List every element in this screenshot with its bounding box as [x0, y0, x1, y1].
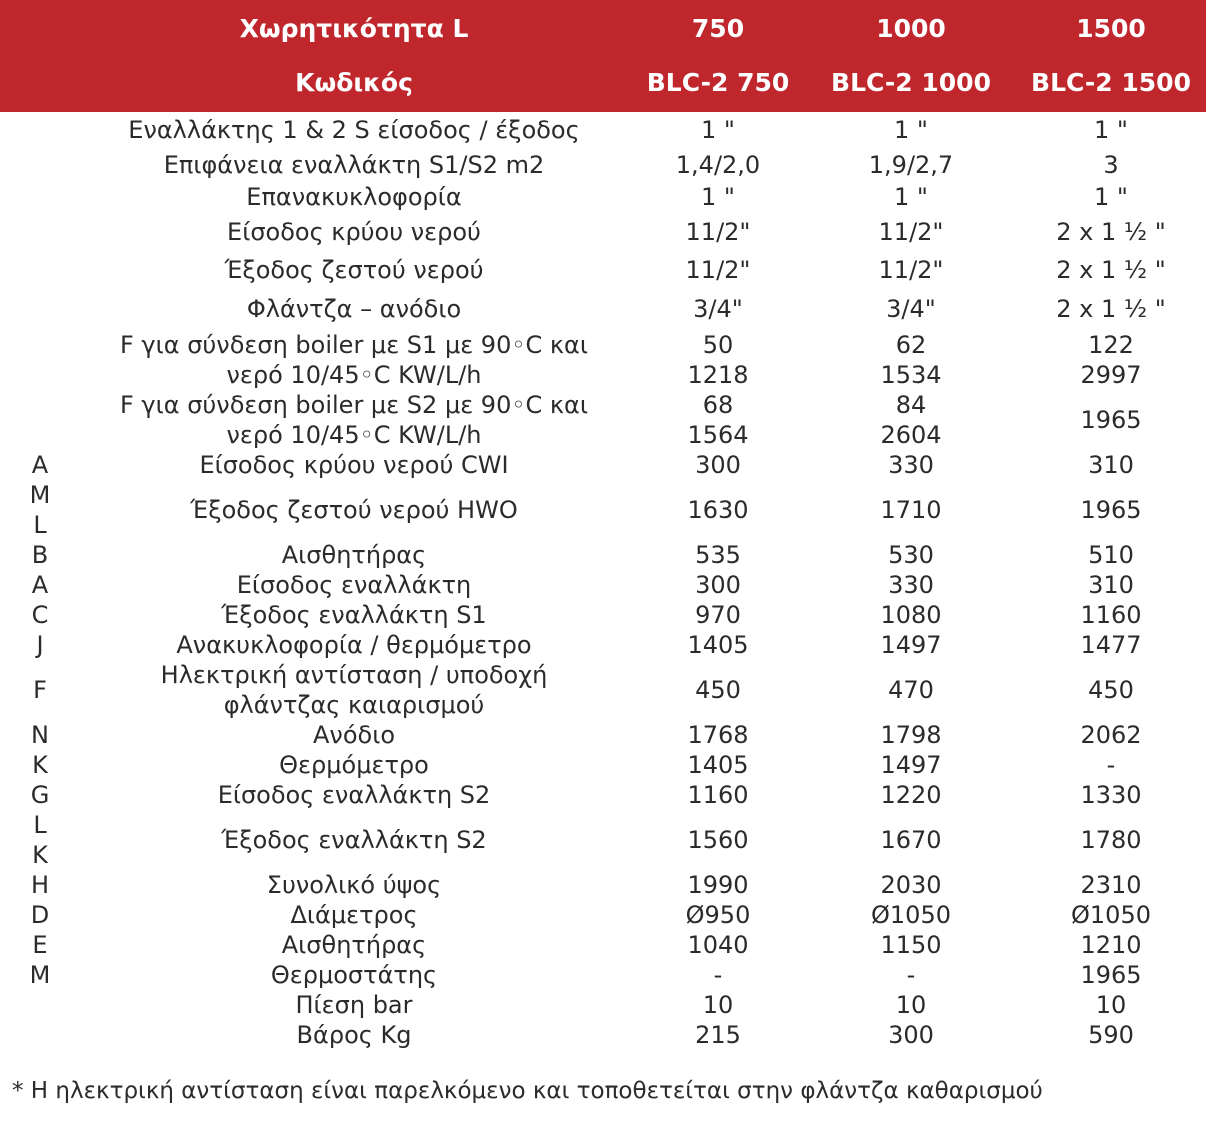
- table-row: [0, 540, 1206, 570]
- row-letter: M: [29, 961, 51, 989]
- row-description: Θερμόμετρο: [279, 751, 429, 779]
- table-row: [0, 150, 1206, 180]
- table-row: [0, 990, 1206, 1020]
- row-description: Ανόδιο: [313, 721, 395, 749]
- value-1000: 530: [888, 541, 934, 569]
- value-1500: 2062: [1080, 721, 1142, 749]
- table-row: [0, 870, 1206, 900]
- row-description: F για σύνδεση boiler με S2 με 90◦C και νερό 10/45◦C KW/L/h: [120, 391, 588, 449]
- row-letter: D: [30, 901, 50, 929]
- row-letter: M L: [29, 481, 51, 539]
- table-row: [0, 810, 1206, 870]
- value-750: 1160: [687, 781, 749, 809]
- table-row: [0, 182, 1206, 212]
- value-1000: 3/4": [886, 295, 936, 323]
- row-description: Επιφάνεια εναλλάκτη S1/S2 m2: [163, 151, 545, 179]
- row-description: Αισθητήρας: [281, 541, 427, 569]
- value-750: 1405: [687, 631, 749, 659]
- row-description: Θερμοστάτης: [270, 961, 438, 989]
- row-letter: [0, 255, 80, 285]
- code-blc-1500: BLC-2 1500: [1031, 68, 1191, 97]
- value-750: 1560: [687, 826, 749, 854]
- row-description: Είσοδος εναλλάκτη S2: [217, 781, 491, 809]
- value-1000: 11/2": [878, 256, 944, 284]
- value-750: 450: [695, 676, 741, 704]
- value-1000: 62 1534: [880, 331, 942, 389]
- value-750: -: [713, 961, 723, 989]
- table-row: [0, 480, 1206, 540]
- value-750: 1040: [687, 931, 749, 959]
- footnote: * Η ηλεκτρική αντίσταση είναι παρελκόμενο και τοποθετείται στην φλάντζα καθαρισμού: [12, 1078, 1043, 1104]
- value-750: 1 ": [701, 183, 735, 211]
- value-1500: 1965: [1080, 406, 1142, 434]
- table-row: [0, 630, 1206, 660]
- row-description: Βάρος Kg: [296, 1021, 412, 1049]
- row-letter: N: [31, 721, 49, 749]
- table-row: [0, 330, 1206, 390]
- value-1500: 450: [1088, 676, 1134, 704]
- value-1500: 1 ": [1094, 116, 1128, 144]
- row-description: Είσοδος κρύου νερού: [227, 218, 481, 246]
- value-1500: 510: [1088, 541, 1134, 569]
- value-750: 1630: [687, 496, 749, 524]
- capacity-label: Χωρητικότητα L: [239, 14, 469, 43]
- table-row: [0, 930, 1206, 960]
- row-letter: [0, 294, 80, 324]
- row-letter: L K: [32, 811, 48, 869]
- value-1000: 1 ": [894, 116, 928, 144]
- row-description: Είσοδος εναλλάκτη: [236, 571, 472, 599]
- value-750: 11/2": [685, 256, 751, 284]
- row-description: Συνολικό ύψος: [266, 871, 442, 899]
- table-row: [0, 294, 1206, 324]
- row-description: Έξοδος εναλλάκτη S2: [221, 826, 487, 854]
- row-description: Ηλεκτρική αντίσταση / υποδοχή φλάντζας καιαρισμού: [160, 661, 548, 719]
- value-1000: 10: [895, 991, 927, 1019]
- row-letter: [0, 330, 80, 390]
- value-1500: 1477: [1080, 631, 1142, 659]
- value-750: 1 ": [701, 116, 735, 144]
- row-letter: A: [31, 571, 49, 599]
- value-1500: 1 ": [1094, 183, 1128, 211]
- row-letter: G: [30, 781, 50, 809]
- value-1500: 2 x 1 ½ ": [1056, 218, 1166, 246]
- code-blc-1000: BLC-2 1000: [831, 68, 991, 97]
- row-description: Είσοδος κρύου νερού CWI: [199, 451, 509, 479]
- value-750: 10: [702, 991, 734, 1019]
- row-description: Διάμετρος: [290, 901, 418, 929]
- row-letter: [0, 182, 80, 212]
- value-1500: -: [1106, 751, 1116, 779]
- row-letter: [0, 150, 80, 180]
- value-750: 3/4": [693, 295, 743, 323]
- row-description: Έξοδος εναλλάκτη S1: [221, 601, 487, 629]
- value-1000: 1150: [880, 931, 942, 959]
- table-row: [0, 720, 1206, 750]
- value-1000: 330: [888, 451, 934, 479]
- row-letter: F: [33, 676, 47, 704]
- value-1000: 1 ": [894, 183, 928, 211]
- row-letter: [0, 390, 80, 450]
- row-letter: E: [32, 931, 48, 959]
- value-1000: 1710: [880, 496, 942, 524]
- row-description: F για σύνδεση boiler με S1 με 90◦C και νερό 10/45◦C KW/L/h: [120, 331, 588, 389]
- value-1500: 1160: [1080, 601, 1142, 629]
- table-row: [0, 255, 1206, 285]
- value-1000: 330: [888, 571, 934, 599]
- value-1000: 1798: [880, 721, 942, 749]
- value-1000: 300: [888, 1021, 934, 1049]
- value-750: 535: [695, 541, 741, 569]
- value-1500: 10: [1095, 991, 1127, 1019]
- value-1500: 1780: [1080, 826, 1142, 854]
- table-row: [0, 960, 1206, 990]
- value-1500: 1965: [1080, 961, 1142, 989]
- table-row: [0, 600, 1206, 630]
- row-description: Εναλλάκτης 1 & 2 S είσοδος / έξοδος: [128, 116, 580, 144]
- table-row: [0, 900, 1206, 930]
- row-letter: H: [30, 871, 50, 899]
- value-1000: 1080: [880, 601, 942, 629]
- value-750: 68 1564: [687, 391, 749, 449]
- row-letter: A: [31, 451, 49, 479]
- row-description: Αισθητήρας: [281, 931, 427, 959]
- value-750: Ø950: [685, 901, 751, 929]
- table-header: [0, 0, 1206, 112]
- value-1500: 1965: [1080, 496, 1142, 524]
- capacity-1500: 1500: [1076, 14, 1146, 43]
- row-letter: [0, 217, 80, 247]
- table-row: [0, 750, 1206, 780]
- value-1000: Ø1050: [871, 901, 951, 929]
- row-description: Έξοδος ζεστού νερού: [224, 256, 484, 284]
- value-750: 215: [695, 1021, 741, 1049]
- table-row: [0, 217, 1206, 247]
- row-letter: C: [31, 601, 49, 629]
- value-1500: Ø1050: [1071, 901, 1151, 929]
- value-750: 300: [695, 571, 741, 599]
- row-letter: [0, 990, 80, 1020]
- row-letter: [0, 1020, 80, 1050]
- value-750: 11/2": [685, 218, 751, 246]
- value-1500: 122 2997: [1080, 331, 1142, 389]
- capacity-1000: 1000: [876, 14, 946, 43]
- row-letter: [0, 115, 80, 145]
- value-750: 970: [695, 601, 741, 629]
- value-1500: 1210: [1080, 931, 1142, 959]
- row-description: Ανακυκλοφορία / θερμόμετρο: [176, 631, 532, 659]
- value-750: 1768: [687, 721, 749, 749]
- value-1000: 470: [888, 676, 934, 704]
- code-blc-750: BLC-2 750: [646, 68, 790, 97]
- code-label: Κωδικός: [295, 68, 413, 97]
- value-1000: -: [906, 961, 916, 989]
- value-1500: 2 x 1 ½ ": [1056, 295, 1166, 323]
- value-1500: 1330: [1080, 781, 1142, 809]
- row-letter: K: [32, 751, 48, 779]
- row-description: Πίεση bar: [295, 991, 413, 1019]
- table-row: [0, 450, 1206, 480]
- value-1500: 2310: [1080, 871, 1142, 899]
- row-description: Φλάντζα – ανόδιο: [246, 295, 462, 323]
- value-750: 1405: [687, 751, 749, 779]
- value-1500: 590: [1088, 1021, 1134, 1049]
- value-750: 1,4/2,0: [675, 151, 761, 179]
- value-1000: 2030: [880, 871, 942, 899]
- value-1000: 1497: [880, 751, 942, 779]
- value-1000: 11/2": [878, 218, 944, 246]
- value-1500: 2 x 1 ½ ": [1056, 256, 1166, 284]
- value-750: 50 1218: [687, 331, 749, 389]
- value-1000: 1220: [880, 781, 942, 809]
- row-letter: B: [31, 541, 49, 569]
- value-750: 1990: [687, 871, 749, 899]
- table-row: [0, 570, 1206, 600]
- value-1500: 3: [1103, 151, 1119, 179]
- value-1000: 84 2604: [880, 391, 942, 449]
- value-1000: 1497: [880, 631, 942, 659]
- table-row: [0, 1020, 1206, 1050]
- value-1500: 310: [1088, 451, 1134, 479]
- value-1000: 1,9/2,7: [868, 151, 954, 179]
- row-description: Επανακυκλοφορία: [246, 183, 462, 211]
- table-row: [0, 390, 1206, 450]
- value-750: 300: [695, 451, 741, 479]
- table-row: [0, 115, 1206, 145]
- table-row: [0, 660, 1206, 720]
- row-letter: J: [36, 631, 44, 659]
- capacity-750: 750: [691, 14, 745, 43]
- row-description: Έξοδος ζεστού νερού HWO: [190, 496, 518, 524]
- value-1000: 1670: [880, 826, 942, 854]
- value-1500: 310: [1088, 571, 1134, 599]
- table-row: [0, 780, 1206, 810]
